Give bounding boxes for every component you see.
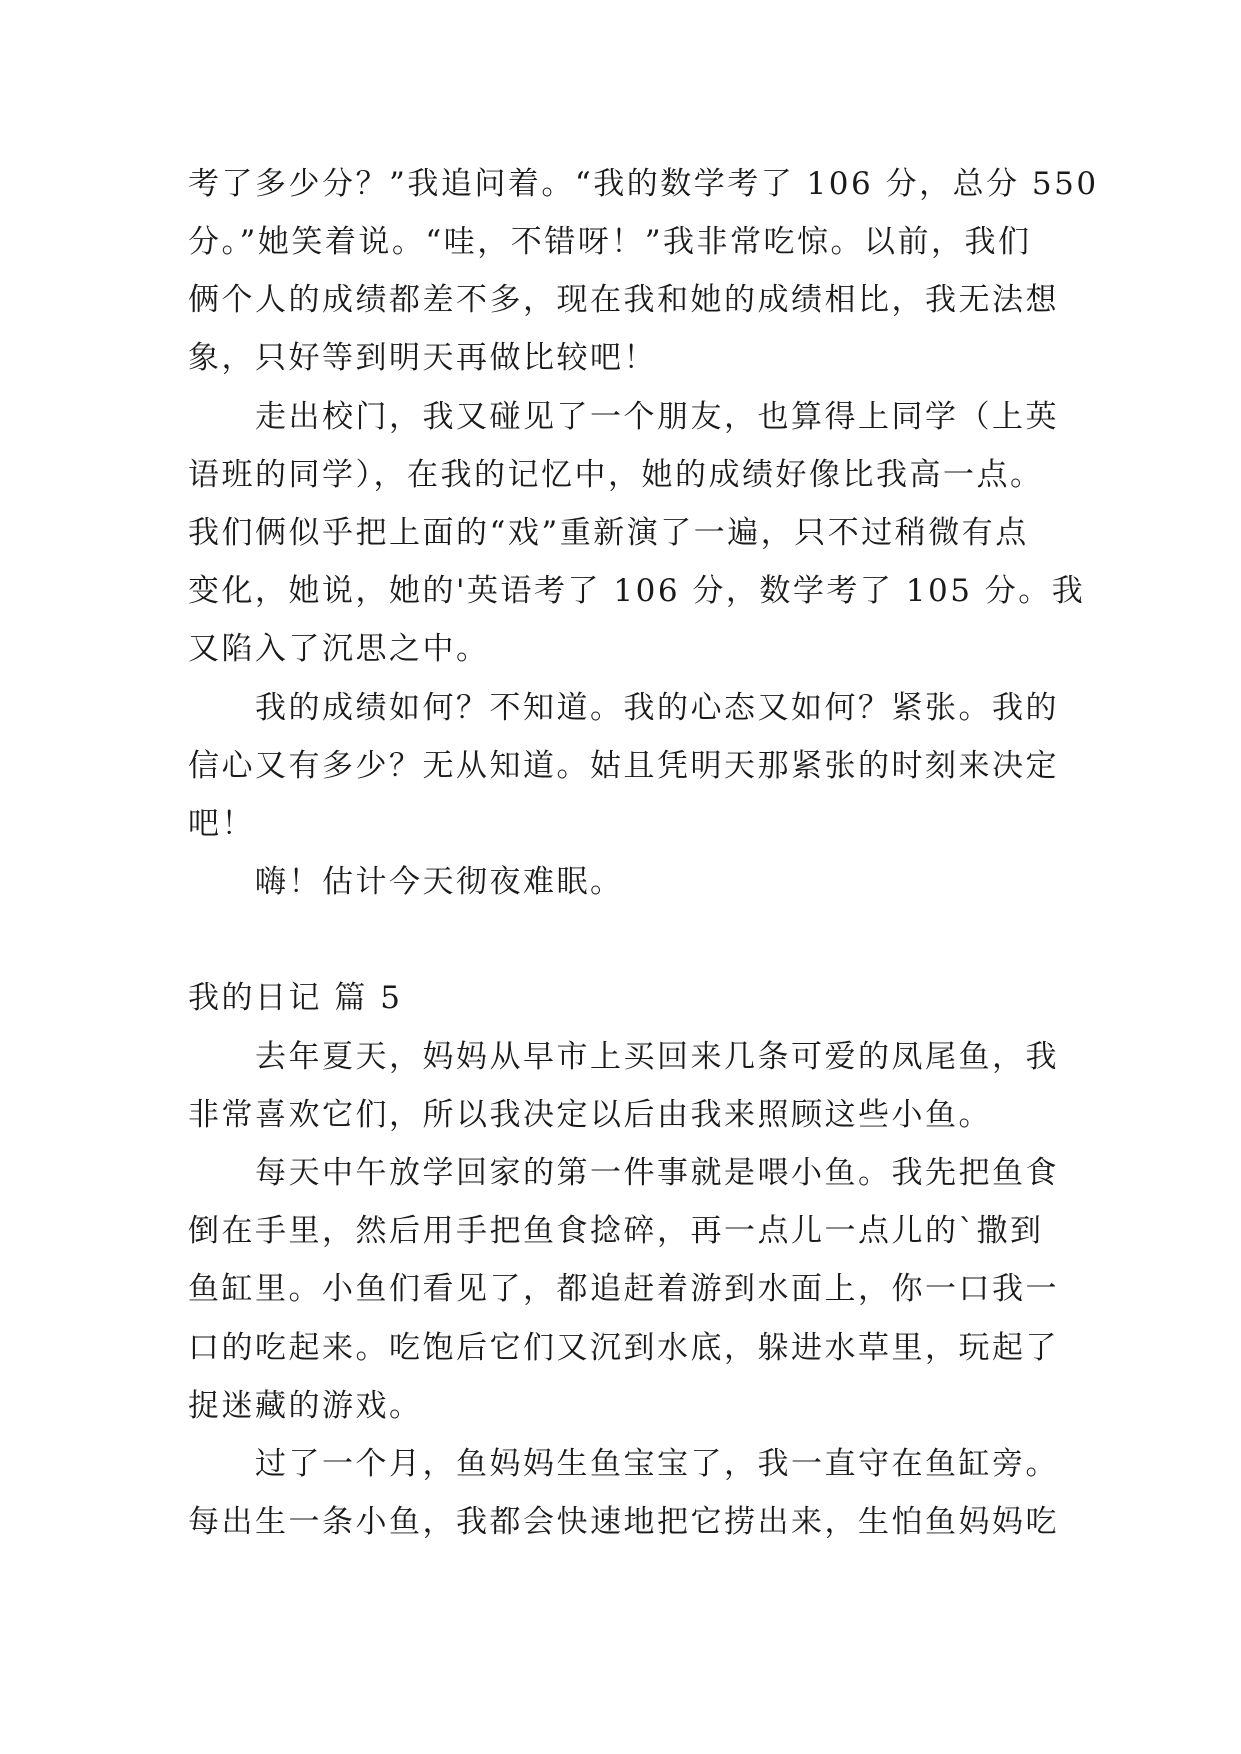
text-line: 非常喜欢它们，所以我决定以后由我来照顾这些小鱼。: [188, 1097, 992, 1133]
text-line: 变化，她说，她的'英语考了 106 分，数学考了 105 分。我: [188, 573, 1086, 609]
text-line: 过了一个月，鱼妈妈生鱼宝宝了，我一直守在鱼缸旁。: [255, 1446, 1059, 1482]
text-line: 俩个人的成绩都差不多，现在我和她的成绩相比，我无法想: [188, 282, 1059, 318]
text-line: 吧！: [188, 806, 255, 842]
text-line: 信心又有多少？无从知道。姑且凭明天那紧张的时刻来决定: [188, 748, 1059, 784]
text-line: 口的吃起来。吃饱后它们又沉到水底，躲进水草里，玩起了: [188, 1330, 1059, 1366]
text-line: 每出生一条小鱼，我都会快速地把它捞出来，生怕鱼妈妈吃: [188, 1504, 1059, 1540]
text-line: 倒在手里，然后用手把鱼食捻碎，再一点儿一点儿的`撒到: [188, 1213, 1044, 1249]
text-line: 分。”她笑着说。“哇，不错呀！”我非常吃惊。以前，我们: [188, 224, 1032, 260]
text-line: 我们俩似乎把上面的“戏”重新演了一遍，只不过稍微有点: [188, 515, 1029, 551]
text-line: 每天中午放学回家的第一件事就是喂小鱼。我先把鱼食: [255, 1155, 1059, 1191]
text-line: 嗨！估计今天彻夜难眠。: [255, 864, 624, 900]
text-line: 语班的同学），在我的记忆中，她的成绩好像比我高一点。: [188, 457, 1044, 493]
text-line: 走出校门，我又碰见了一个朋友，也算得上同学（上英: [255, 399, 1059, 435]
text-line: 考了多少分？”我追问着。“我的数学考了 106 分，总分 550: [188, 166, 1099, 202]
text-line: 捉迷藏的游戏。: [188, 1388, 423, 1424]
text-line: 又陷入了沉思之中。: [188, 631, 490, 667]
text-line: 去年夏天，妈妈从早市上买回来几条可爱的凤尾鱼，我: [255, 1039, 1059, 1075]
section-heading: 我的日记 篇 5: [188, 980, 403, 1016]
text-line: 我的成绩如何？不知道。我的心态又如何？紧张。我的: [255, 690, 1059, 726]
text-line: 象，只好等到明天再做比较吧！: [188, 340, 657, 376]
text-line: 鱼缸里。小鱼们看见了，都追赶着游到水面上，你一口我一: [188, 1271, 1059, 1307]
